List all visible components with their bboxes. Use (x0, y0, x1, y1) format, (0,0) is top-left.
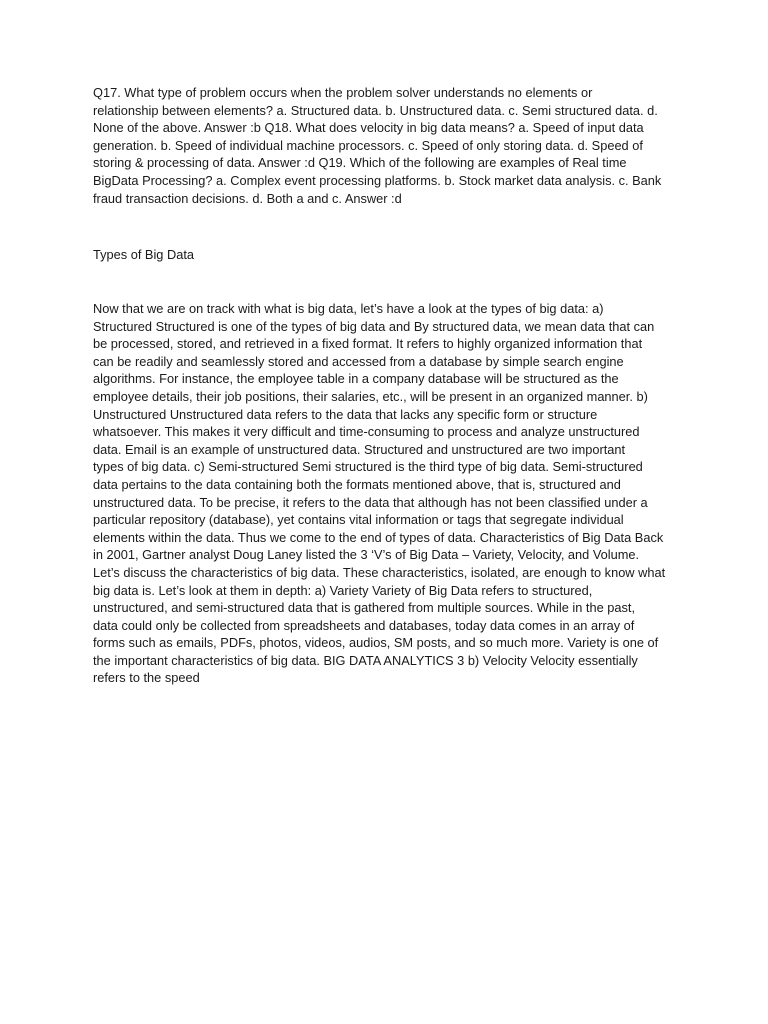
section-heading: Types of Big Data (93, 247, 195, 262)
body-paragraph: Now that we are on track with what is big data, let’s have a look at the types of big data: a) Structured Structured is one of the types of big data and By structured data, we mean data that can be processed, stored, and retrieved in a fixed format. It refers to highly organized information that can be readily and seamlessly stored and accessed from a database by simple search engine algorithms. For instance, the employee table in a company database will be structured as the employee details, their job positions, their salaries, etc., will be present in an organized manner. b) Unstructured Unstructured data refers to the data that lacks any specific form or structure whatsoever. This makes it very difficult and time-consuming to process and analyze unstructured data. Email is an example of unstructured data. Structured and unstructured are two important types of big data. c) Semi-structured Semi structured is the third type of big data. Semi-structured data pertains to the data containing both the formats mentioned above, that is, structured and unstructured data. To be precise, it refers to the data that although has not been classified under a particular repository (database), yet contains vital information or tags that segregate individual elements within the data. Thus we come to the end of types of data. Characteristics of Big Data Back in 2001, Gartner analyst Doug Laney listed the 3 ‘V’s of Big Data – Variety, Velocity, and Volume. Let’s discuss the characteristics of big data. These characteristics, isolated, are enough to know what big data is. Let’s look at them in depth: a) Variety Variety of Big Data refers to structured, unstructured, and semi-structured data that is gathered from multiple sources. While in the past, data could only be collected from spreadsheets and databases, today data comes in an array of forms such as emails, PDFs, photos, videos, audios, SM posts, and so much more. Variety is one of the important characteristics of big data. BIG DATA ANALYTICS 3 b) Velocity Velocity essentially refers to the speed (93, 301, 666, 686)
questions-paragraph: Q17. What type of problem occurs when the problem solver understands no elements or relationship between elements? a. Structured data. b. Unstructured data. c. Semi structured data. d. None of the above. Answer :b Q18. What does velocity in big data means? a. Speed of input data generation. b. Speed of individual machine processors. c. Speed of only storing data. d. Speed of storing & processing of data. Answer :d Q19. Which of the following are examples of Real time BigData Processing? a. Complex event processing platforms. b. Stock market data analysis. c. Bank fraud transaction decisions. d. Both a and c. Answer :d (93, 85, 662, 206)
